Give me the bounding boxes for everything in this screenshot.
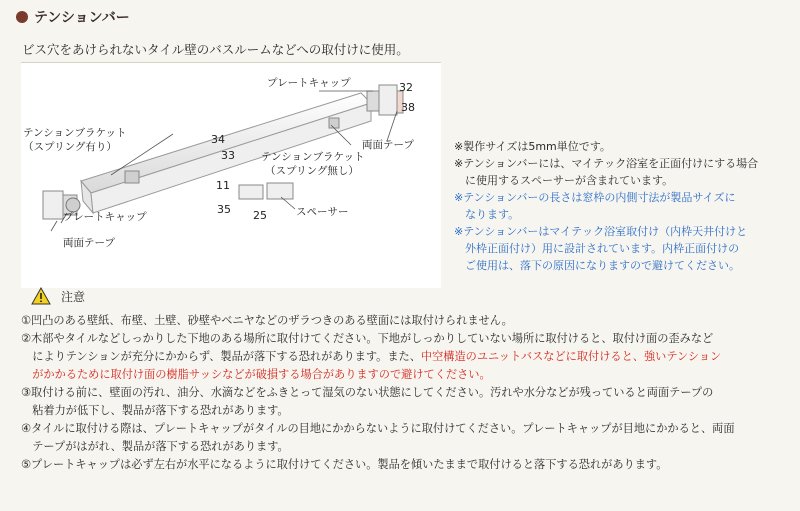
label-bracket-spring-1: テンションブラケット xyxy=(23,127,127,139)
product-diagram xyxy=(21,62,441,288)
caution-item xyxy=(21,384,791,402)
note-line: ※製作サイズは5mm単位です。 xyxy=(454,140,611,153)
note-line: ご使用は、落下の原因になりますので避けてください。 xyxy=(454,259,740,272)
caution-item xyxy=(21,420,791,438)
note-line: ※テンションバーには、マイテック浴室を正面付けにする場合 xyxy=(454,157,759,170)
bullet-dot-icon xyxy=(16,11,28,23)
caution-item xyxy=(21,366,791,384)
dim-38: 38 xyxy=(401,101,415,114)
right-plate-cap xyxy=(379,85,397,115)
label-double-tape-bottom: 両面テープ xyxy=(63,237,115,249)
dim-35: 35 xyxy=(217,203,231,216)
dim-11: 11 xyxy=(216,179,230,192)
caution-label: 注意 xyxy=(61,289,86,304)
caution-text-warning: 中空構造のユニットバスなどに取付けると、強いテンション xyxy=(420,350,722,363)
caution-text: ④タイルに取付ける際は、プレートキャップがタイルの目地にかからないように取付けてください。プレートキャップが目地にかかると、両面 xyxy=(21,422,735,435)
caution-text: 粘着力が低下し、製品が落下する恐れがあります。 xyxy=(21,404,289,417)
caution-text: ⑤プレートキャップは必ず左右が水平になるように取付けてください。製品を傾いたままで取付けると落下する恐れがあります。 xyxy=(21,458,668,471)
spacer-part-2 xyxy=(267,183,293,199)
left-plate-cap xyxy=(43,191,63,219)
caution-text: によりテンションが充分にかからず、製品が落下する恐れがあります。また、 xyxy=(21,350,421,363)
caution-item xyxy=(21,312,791,330)
section-heading xyxy=(16,7,130,27)
caution-item xyxy=(21,402,791,420)
spacer-part-1 xyxy=(239,185,263,199)
dim-33: 33 xyxy=(221,149,235,162)
caution-text: ③取付ける前に、壁面の汚れ、油分、水滴などをふきとって湿気のない状態にしてください。汚れや水分などが残っていると両面テープの xyxy=(21,386,714,399)
label-bracket-nospring-1: テンションブラケット xyxy=(261,151,365,163)
dim-34: 34 xyxy=(211,133,225,146)
caution-item xyxy=(21,456,791,474)
warning-triangle-icon xyxy=(31,287,51,305)
caution-header xyxy=(31,287,85,305)
note-line: なります。 xyxy=(454,208,520,221)
caution-item xyxy=(21,438,791,456)
label-double-tape-top: 両面テープ xyxy=(362,139,414,151)
label-spacer: スペーサー xyxy=(296,206,349,218)
dim-25: 25 xyxy=(253,209,267,222)
caution-text: ②木部やタイルなどしっかりした下地のある場所に取付けてください。下地がしっかりしていない場所に取付けると、取付け面の歪みなど xyxy=(21,332,714,345)
note-line: 外枠正面付け）用に設計されています。内枠正面付けの xyxy=(454,242,740,255)
caution-text: ①凹凸のある壁紙、布壁、土壁、砂壁やベニヤなどのザラつきのある壁面には取付けられません。 xyxy=(21,314,513,327)
note-line: ※テンションバーはマイテック浴室取付け（内枠天井付けと xyxy=(454,225,748,238)
label-bracket-spring-2: （スプリング有り） xyxy=(23,141,117,153)
caution-item xyxy=(21,330,791,348)
note-line: に使用するスペーサーが含まれています。 xyxy=(454,174,674,187)
usage-description: ビス穴をあけられないタイル壁のバスルームなどへの取付けに使用。 xyxy=(22,42,409,57)
label-bracket-nospring-2: （スプリング無し） xyxy=(265,165,359,177)
caution-item xyxy=(21,348,791,366)
label-plate-cap-bottom: プレートキャップ xyxy=(63,211,147,223)
note-line: ※テンションバーの長さは窓枠の内側寸法が製品サイズに xyxy=(454,191,736,204)
dim-32: 32 xyxy=(399,81,413,94)
label-plate-cap-top: プレートキャップ xyxy=(267,77,351,89)
tension-bar-illustration xyxy=(21,63,441,288)
heading-text: テンションバー xyxy=(34,10,130,26)
caution-list xyxy=(21,312,791,474)
notes-block xyxy=(454,138,758,274)
caution-text-warning: がかかるために取付け面の樹脂サッシなどが破損する場合がありますので避けてください。 xyxy=(21,368,491,381)
caution-text: テープがはがれ、製品が落下する恐れがあります。 xyxy=(21,440,289,453)
